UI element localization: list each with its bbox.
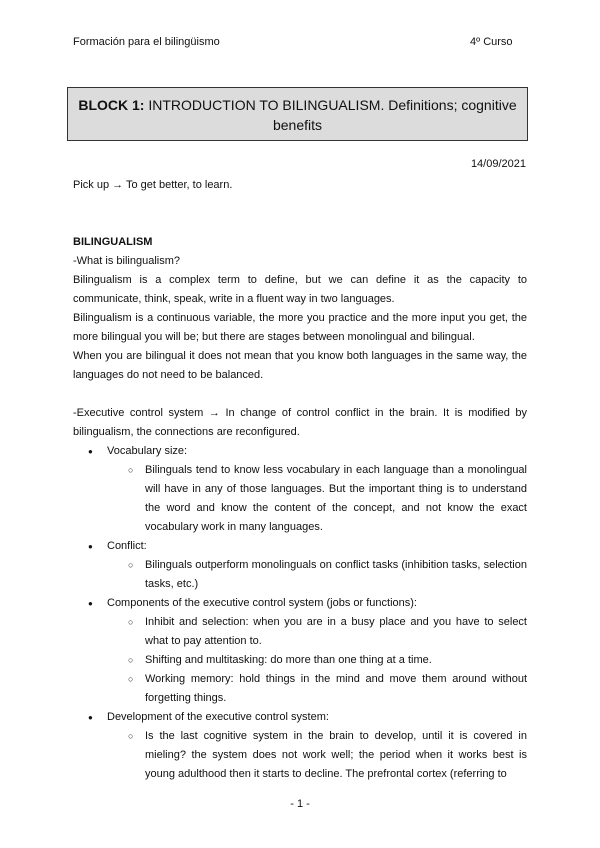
page-number: - 1 - (290, 798, 310, 810)
bullet-conflict (73, 537, 527, 594)
balance-paragraph: When you are bilingual it does not mean that you know both languages in the same way, the languages do not need to be balanced. (73, 350, 527, 381)
bullet-vocabulary (73, 442, 527, 537)
sub-bullet: ○ Shifting and multitasking: do more than one thing at a time. (107, 651, 527, 670)
continuous-paragraph: Bilingualism is a continuous variable, the more you practice and the more input you get, the more bilingual you will be; but there are stages between monolingual and bilingual. (73, 312, 527, 343)
title-box (67, 87, 528, 141)
sub-bullet: ○ Is the last cognitive system in the brain to develop, until it is covered in mieling? the system does not work well; the period when it works best is young adulthood then it starts to decline. The prefrontal cortex (referring to (107, 727, 527, 784)
bullet-label: Conflict: (107, 540, 147, 552)
executive-paragraph: -Executive control system → In change of control conflict in the brain. It is modified by bilingualism, the connections are reconfigured. (73, 407, 527, 438)
content (73, 176, 527, 784)
bullet-label: Development of the executive control system: (107, 711, 329, 723)
header-right: 4º Curso (470, 36, 513, 48)
section-heading: BILINGUALISM (73, 236, 153, 248)
header-left: Formación para el bilingüismo (73, 36, 220, 48)
bullet-label: Vocabulary size: (107, 445, 188, 457)
pickup-line: Pick up → To get better, to learn. (73, 179, 233, 191)
question-line: -What is bilingualism? (73, 255, 180, 267)
sub-bullet: ○ Inhibit and selection: when you are in a busy place and you have to select what to pay attention to. (107, 613, 527, 651)
sub-bullet: ○ Bilinguals tend to know less vocabulary in each language than a monolingual will have in any of those languages. But the important thing is to understand the word and know the content of the concept, and not know the exact vocabulary work in many languages. (107, 461, 527, 537)
date: 14/09/2021 (470, 158, 526, 170)
sub-bullet: ○ Bilinguals outperform monolinguals on conflict tasks (inhibition tasks, selection tasks, etc.) (107, 556, 527, 594)
title-block-label: BLOCK 1: (78, 97, 145, 113)
sub-bullet: ○ Working memory: hold things in the mind and move them around without forgetting things. (107, 670, 527, 708)
definition-paragraph: Bilingualism is a complex term to define, but we can define it as the capacity to communicate, think, speak, write in a fluent way in two languages. (73, 274, 527, 305)
bullet-components (73, 594, 527, 708)
bullet-list (73, 442, 527, 784)
bullet-label: Components of the executive control system (jobs or functions): (107, 597, 417, 609)
bullet-development (73, 708, 527, 784)
title-text: INTRODUCTION TO BILINGUALISM. Definitions; cognitive benefits (144, 97, 517, 133)
